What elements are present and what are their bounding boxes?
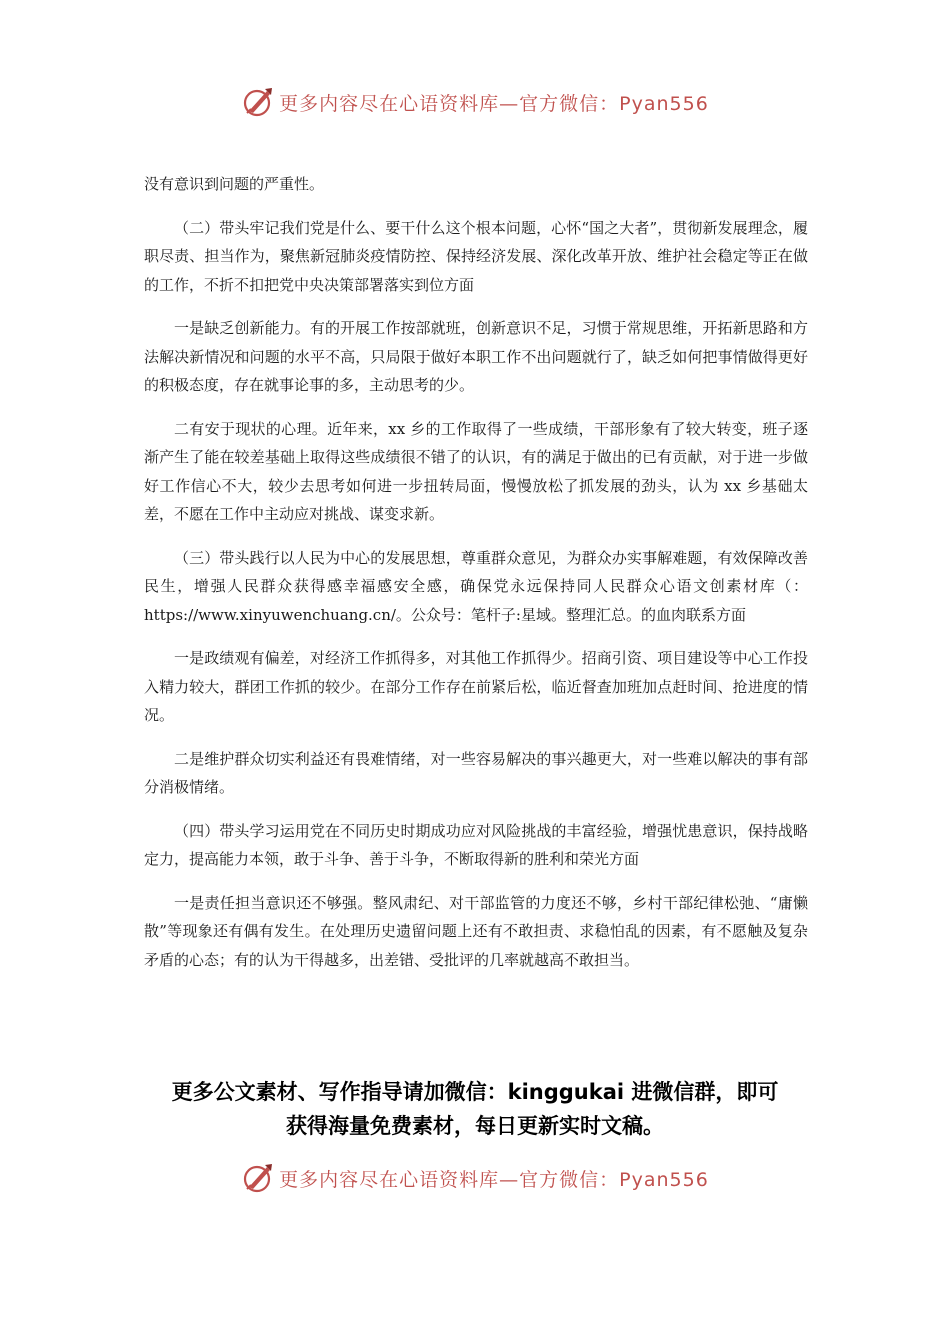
paragraph: 一是缺乏创新能力。有的开展工作按部就班，创新意识不足，习惯于常规思维，开拓新思路和方法解决新情况和问题的水平不高，只局限于做好本职工作不出问题就行了，缺乏如何把事情做得更好的积极态度，存在就事论事的多，主动思考的少。 bbox=[144, 319, 808, 394]
banner-wechat-id: Pyan556 bbox=[619, 1168, 709, 1191]
paragraph: 二有安于现状的心理。近年来，xx 乡的工作取得了一些成绩，干部形象有了较大转变，班子逐渐产生了能在较差基础上取得这些成绩很不错了的认识，有的满足于做出的已有贡献，对于进一步做好工作信心不大，较少去思考如何进一步扭转局面，慢慢放松了抓发展的劲头，认为 xx 乡基础太差，不愿在工作中主动应对挑战、谋变求新。 bbox=[144, 419, 808, 523]
paragraph: 没有意识到问题的严重性。 bbox=[144, 175, 325, 193]
banner-text: 更多内容尽在心语资料库—官方微信：Pyan556 bbox=[279, 92, 709, 115]
section-heading: （二）带头牢记我们党是什么、要干什么这个根本问题，心怀“国之大者”，贯彻新发展理念，履职尽责、担当作为，聚焦新冠肺炎疫情防控、保持经济发展、深化改革开放、维护社会稳定等正在做的工作，不折不扣把党中央决策部署落实到位方面 bbox=[144, 218, 808, 294]
section-heading: （三）带头践行以人民为中心的发展思想，尊重群众意见，为群众办实事解难题，有效保障改善民生，增强人民群众获得感幸福感安全感，确保党永远保持同人民群众心语文创素材库（：https://www.xinyuwenchuang.cn/。公众号：笔杆子:星域。整理汇总。的血肉联系方面 bbox=[144, 548, 808, 624]
paragraph: 二是维护群众切实利益还有畏难情绪，对一些容易解决的事兴趣更大，对一些难以解决的事有部分消极情绪。 bbox=[144, 749, 808, 796]
paragraph: 一是政绩观有偏差，对经济工作抓得多，对其他工作抓得少。招商引资、项目建设等中心工作投入精力较大，群团工作抓的较少。在部分工作存在前紧后松，临近督查加班加点赶时间、抢进度的情况。 bbox=[144, 649, 808, 724]
promo-line-1: 更多公文素材、写作指导请加微信：kinggukai 进微信群，即可 bbox=[171, 1080, 779, 1104]
header-banner bbox=[0, 82, 950, 122]
section-heading: （四）带头学习运用党在不同历史时期成功应对风险挑战的丰富经验，增强忧患意识，保持战略定力，提高能力本领，敢于斗争、善于斗争，不断取得新的胜利和荣光方面 bbox=[144, 821, 808, 868]
quill-logo-icon bbox=[241, 85, 275, 119]
banner-wechat-id: Pyan556 bbox=[619, 92, 709, 115]
paragraph: 一是责任担当意识还不够强。整风肃纪、对干部监管的力度还不够，乡村干部纪律松弛、“庸懒散”等现象还有偶有发生。在处理历史遗留问题上还有不敢担责、求稳怕乱的因素，有不愿触及复杂矛盾的心态；有的认为干得越多，出差错、受批评的几率就越高不敢担当。 bbox=[144, 893, 808, 969]
document-body bbox=[144, 170, 808, 989]
banner-text: 更多内容尽在心语资料库—官方微信：Pyan556 bbox=[279, 1168, 709, 1191]
footer-banner bbox=[0, 1158, 950, 1198]
promo-line-2: 获得海量免费素材，每日更新实时文稿。 bbox=[286, 1114, 664, 1138]
quill-logo-icon bbox=[241, 1161, 275, 1195]
promo-callout bbox=[140, 1075, 810, 1143]
